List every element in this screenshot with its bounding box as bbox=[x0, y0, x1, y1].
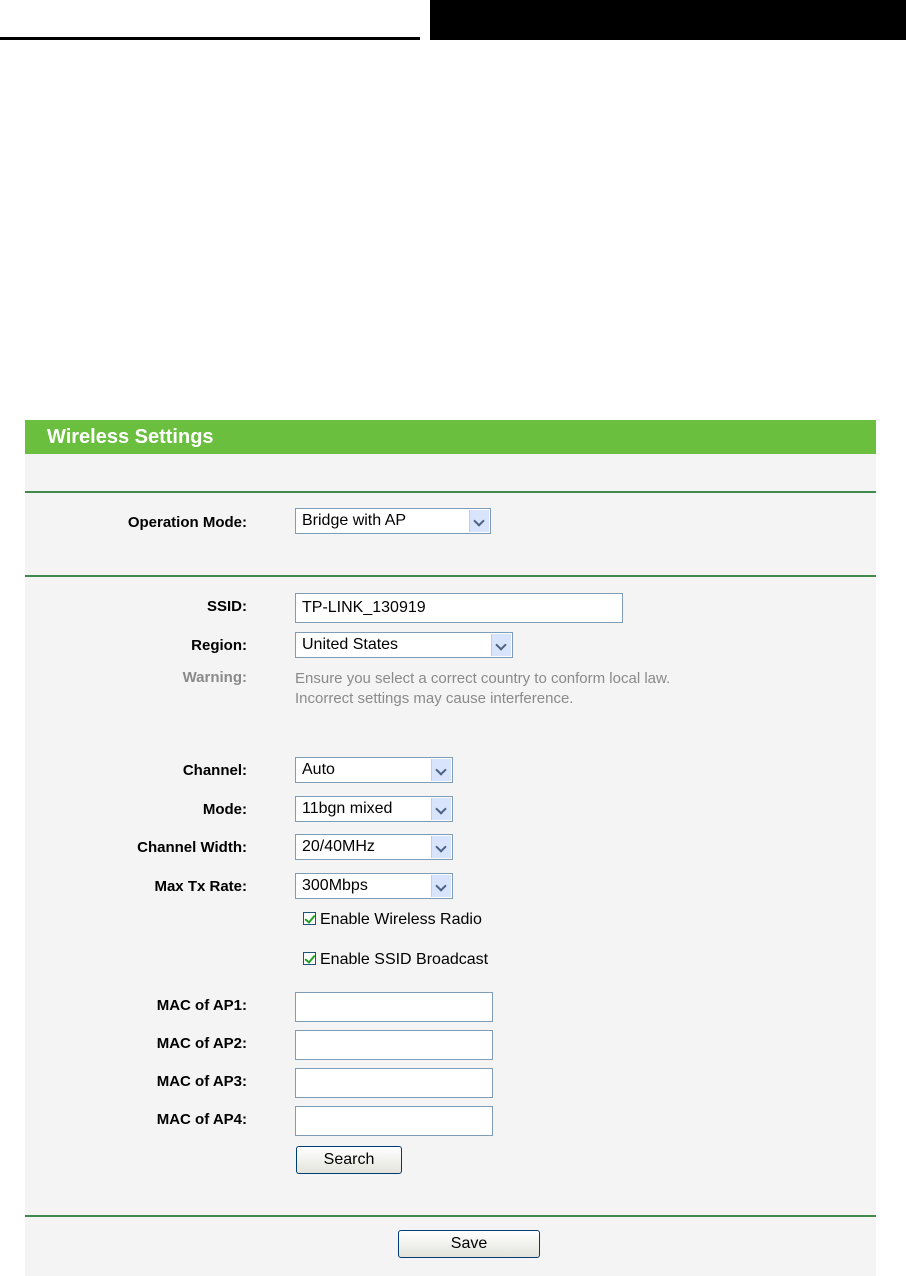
enable-ssid-broadcast-label: Enable SSID Broadcast bbox=[320, 951, 489, 968]
channel-select[interactable] bbox=[295, 757, 453, 783]
mac-ap3-label: MAC of AP3: bbox=[156, 1073, 247, 1090]
ssid-value: TP-LINK_130919 bbox=[302, 599, 426, 616]
ssid-label: SSID: bbox=[206, 598, 247, 615]
header-rule bbox=[0, 37, 420, 40]
enable-wireless-radio-checkbox[interactable] bbox=[303, 910, 482, 930]
divider bbox=[25, 1215, 876, 1217]
operation-mode-label: Operation Mode: bbox=[127, 514, 247, 531]
chevron-down-icon bbox=[431, 836, 451, 858]
warning-label: Warning: bbox=[182, 669, 247, 686]
operation-mode-value: Bridge with AP bbox=[302, 512, 407, 529]
mac-ap4-label: MAC of AP4: bbox=[156, 1111, 247, 1128]
max-tx-rate-label: Max Tx Rate: bbox=[154, 878, 247, 895]
channel-width-label: Channel Width: bbox=[137, 839, 247, 856]
region-label: Region: bbox=[191, 637, 247, 654]
channel-width-select[interactable] bbox=[295, 834, 453, 860]
chevron-down-icon bbox=[431, 875, 451, 897]
divider bbox=[25, 575, 876, 577]
channel-label: Channel: bbox=[182, 762, 247, 779]
warning-text-line1: Ensure you select a correct country to conform local law. bbox=[295, 670, 671, 687]
warning-text-line2: Incorrect settings may cause interference. bbox=[295, 690, 574, 707]
ssid-input[interactable] bbox=[295, 593, 623, 623]
chevron-down-icon bbox=[469, 510, 489, 532]
section-title: Wireless Settings bbox=[25, 420, 876, 454]
wireless-settings-panel bbox=[25, 420, 876, 1276]
chevron-down-icon bbox=[491, 634, 511, 656]
mode-select[interactable] bbox=[295, 796, 453, 822]
divider bbox=[25, 491, 876, 493]
search-button[interactable]: Search bbox=[296, 1146, 402, 1174]
document-header bbox=[0, 0, 906, 44]
header-bar bbox=[430, 0, 906, 40]
mac-ap4-input[interactable] bbox=[295, 1106, 493, 1136]
region-select[interactable] bbox=[295, 632, 513, 658]
mac-ap1-label: MAC of AP1: bbox=[156, 997, 247, 1014]
mode-label: Mode: bbox=[202, 801, 247, 818]
max-tx-rate-value: 300Mbps bbox=[302, 877, 368, 894]
max-tx-rate-select[interactable] bbox=[295, 873, 453, 899]
checkbox-checked-icon bbox=[303, 952, 316, 965]
mac-ap2-label: MAC of AP2: bbox=[156, 1035, 247, 1052]
mac-ap3-input[interactable] bbox=[295, 1068, 493, 1098]
region-value: United States bbox=[302, 636, 399, 653]
mac-ap2-input[interactable] bbox=[295, 1030, 493, 1060]
operation-mode-select[interactable] bbox=[295, 508, 491, 534]
chevron-down-icon bbox=[431, 759, 451, 781]
enable-ssid-broadcast-checkbox[interactable] bbox=[303, 950, 488, 970]
chevron-down-icon bbox=[431, 798, 451, 820]
checkbox-checked-icon bbox=[303, 912, 316, 925]
channel-width-value: 20/40MHz bbox=[302, 838, 375, 855]
mac-ap1-input[interactable] bbox=[295, 992, 493, 1022]
channel-value: Auto bbox=[302, 761, 335, 778]
mode-value: 11bgn mixed bbox=[302, 800, 393, 817]
save-button[interactable]: Save bbox=[398, 1230, 540, 1258]
enable-wireless-radio-label: Enable Wireless Radio bbox=[320, 911, 482, 928]
